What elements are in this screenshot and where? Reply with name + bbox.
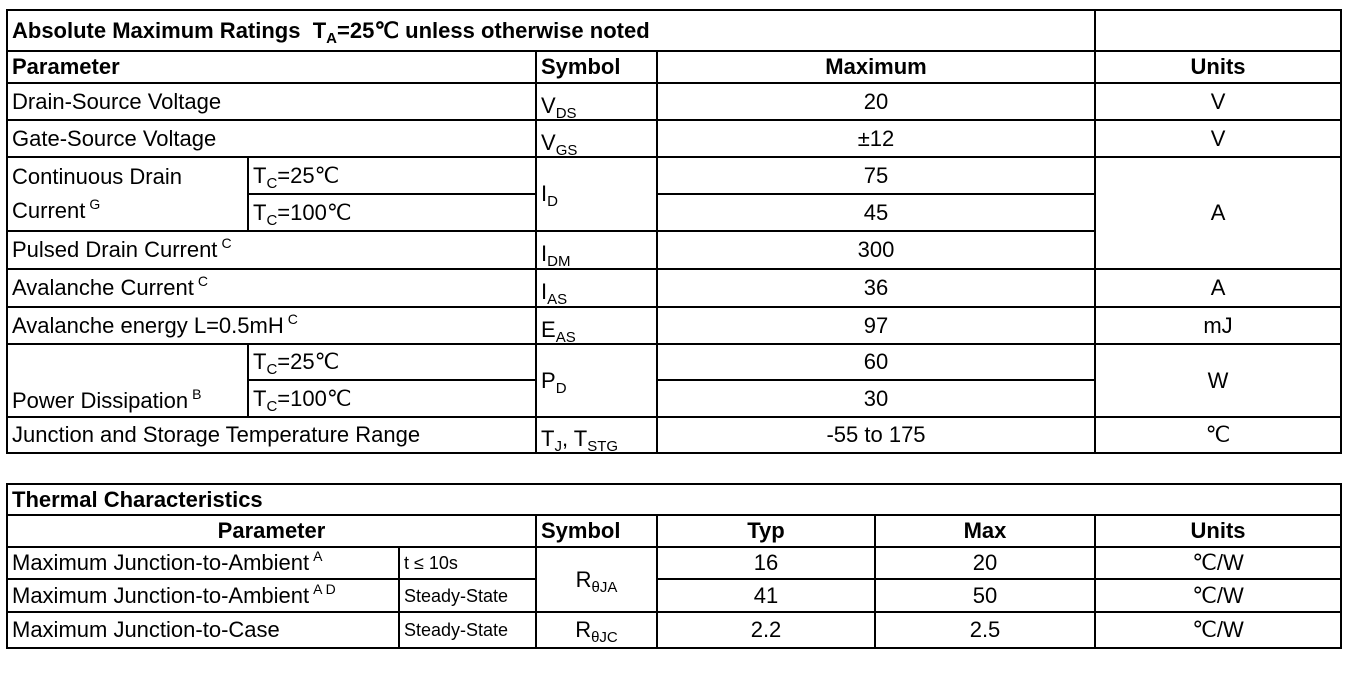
- therm-unit-3: ℃/W: [1095, 612, 1341, 648]
- unit-pd: W: [1095, 344, 1341, 417]
- therm-unit-1: ℃/W: [1095, 547, 1341, 579]
- symbol-rjc: $R_{\theta JC}$: [536, 612, 657, 648]
- therm-header-typ: Typ: [657, 515, 875, 547]
- abs-header-row: [7, 51, 1341, 83]
- max-id-100: 45: [657, 194, 1095, 231]
- max-idm: 300: [657, 231, 1095, 269]
- row-vds: [7, 83, 1341, 120]
- therm-typ-3: 2.2: [657, 612, 875, 648]
- absolute-maximum-ratings-table: [6, 9, 1342, 454]
- unit-eas: mJ: [1095, 307, 1341, 344]
- max-pd-100: 30: [657, 380, 1095, 417]
- row-tj: [7, 417, 1341, 453]
- therm-title-row: [7, 484, 1341, 515]
- cond-pd-100: $T_C=100℃$: [248, 380, 536, 417]
- therm-param-2: Maximum Junction-to-Ambient $^{A D}$: [7, 579, 399, 612]
- row-ias: [7, 269, 1341, 307]
- row-pd-25: [7, 344, 1341, 380]
- max-id-25: 75: [657, 157, 1095, 194]
- therm-cond-3: Steady-State: [399, 612, 536, 648]
- max-tj: -55 to 175: [657, 417, 1095, 453]
- therm-cond-2: Steady-State: [399, 579, 536, 612]
- abs-title-empty-cell: [1095, 10, 1341, 51]
- therm-header-symbol: Symbol: [536, 515, 657, 547]
- unit-vgs: V: [1095, 120, 1341, 157]
- therm-row-2: [7, 579, 1341, 612]
- therm-header-row: [7, 515, 1341, 547]
- max-vgs: ±12: [657, 120, 1095, 157]
- row-eas: [7, 307, 1341, 344]
- unit-tj: ℃: [1095, 417, 1341, 453]
- unit-id: A: [1095, 157, 1341, 269]
- cond-pd-25: $T_C=25℃$: [248, 344, 536, 380]
- abs-title-cell: [7, 10, 1095, 51]
- symbol-id: $I_D$: [536, 157, 657, 231]
- therm-param-3: Maximum Junction-to-Case: [7, 612, 399, 648]
- param-idm: Pulsed Drain Current $^C$: [7, 231, 536, 269]
- symbol-idm: $I_{DM}$: [536, 231, 657, 269]
- therm-cond-1: t ≤ 10s: [399, 547, 536, 579]
- abs-title-condition: $T_A=25℃$ unless otherwise noted: [312, 17, 650, 47]
- abs-title-row: [7, 10, 1341, 51]
- max-vds: 20: [657, 83, 1095, 120]
- symbol-pd: $P_D$: [536, 344, 657, 417]
- therm-typ-2: 41: [657, 579, 875, 612]
- max-ias: 36: [657, 269, 1095, 307]
- cond-id-100: $T_C=100℃$: [248, 194, 536, 231]
- header-parameter: Parameter: [7, 51, 536, 83]
- max-eas: 97: [657, 307, 1095, 344]
- therm-header-units: Units: [1095, 515, 1341, 547]
- max-pd-25: 60: [657, 344, 1095, 380]
- symbol-vds: $V_{DS}$: [536, 83, 657, 120]
- therm-row-3: [7, 612, 1341, 648]
- param-vds: Drain-Source Voltage: [7, 83, 536, 120]
- symbol-vgs: $V_{GS}$: [536, 120, 657, 157]
- param-id: Continuous Drain Current $^G$: [7, 157, 248, 231]
- therm-typ-1: 16: [657, 547, 875, 579]
- thermal-characteristics-table: [6, 483, 1342, 649]
- cond-id-25: $T_C=25℃$: [248, 157, 536, 194]
- param-tj: Junction and Storage Temperature Range: [7, 417, 536, 453]
- symbol-eas: $E_{AS}$: [536, 307, 657, 344]
- therm-max-2: 50: [875, 579, 1095, 612]
- therm-param-1: Maximum Junction-to-Ambient $^A$: [7, 547, 399, 579]
- row-vgs: [7, 120, 1341, 157]
- unit-vds: V: [1095, 83, 1341, 120]
- header-units: Units: [1095, 51, 1341, 83]
- therm-max-1: 20: [875, 547, 1095, 579]
- therm-title: Thermal Characteristics: [7, 484, 1341, 515]
- header-symbol: Symbol: [536, 51, 657, 83]
- abs-title: Absolute Maximum Ratings: [12, 17, 301, 43]
- header-maximum: Maximum: [657, 51, 1095, 83]
- unit-ias: A: [1095, 269, 1341, 307]
- therm-unit-2: ℃/W: [1095, 579, 1341, 612]
- therm-row-1: [7, 547, 1341, 579]
- param-eas: Avalanche energy L=0.5mH $^C$: [7, 307, 536, 344]
- therm-header-parameter: Parameter: [7, 515, 536, 547]
- symbol-tj: $T_J$, $T_{STG}$: [536, 417, 657, 453]
- symbol-ias: $I_{AS}$: [536, 269, 657, 307]
- param-pd: Power Dissipation $^B$: [7, 344, 248, 417]
- therm-max-3: 2.5: [875, 612, 1095, 648]
- symbol-rja: $R_{\theta JA}$: [536, 547, 657, 612]
- param-vgs: Gate-Source Voltage: [7, 120, 536, 157]
- row-id-25: [7, 157, 1341, 194]
- therm-header-max: Max: [875, 515, 1095, 547]
- param-ias: Avalanche Current $^C$: [7, 269, 536, 307]
